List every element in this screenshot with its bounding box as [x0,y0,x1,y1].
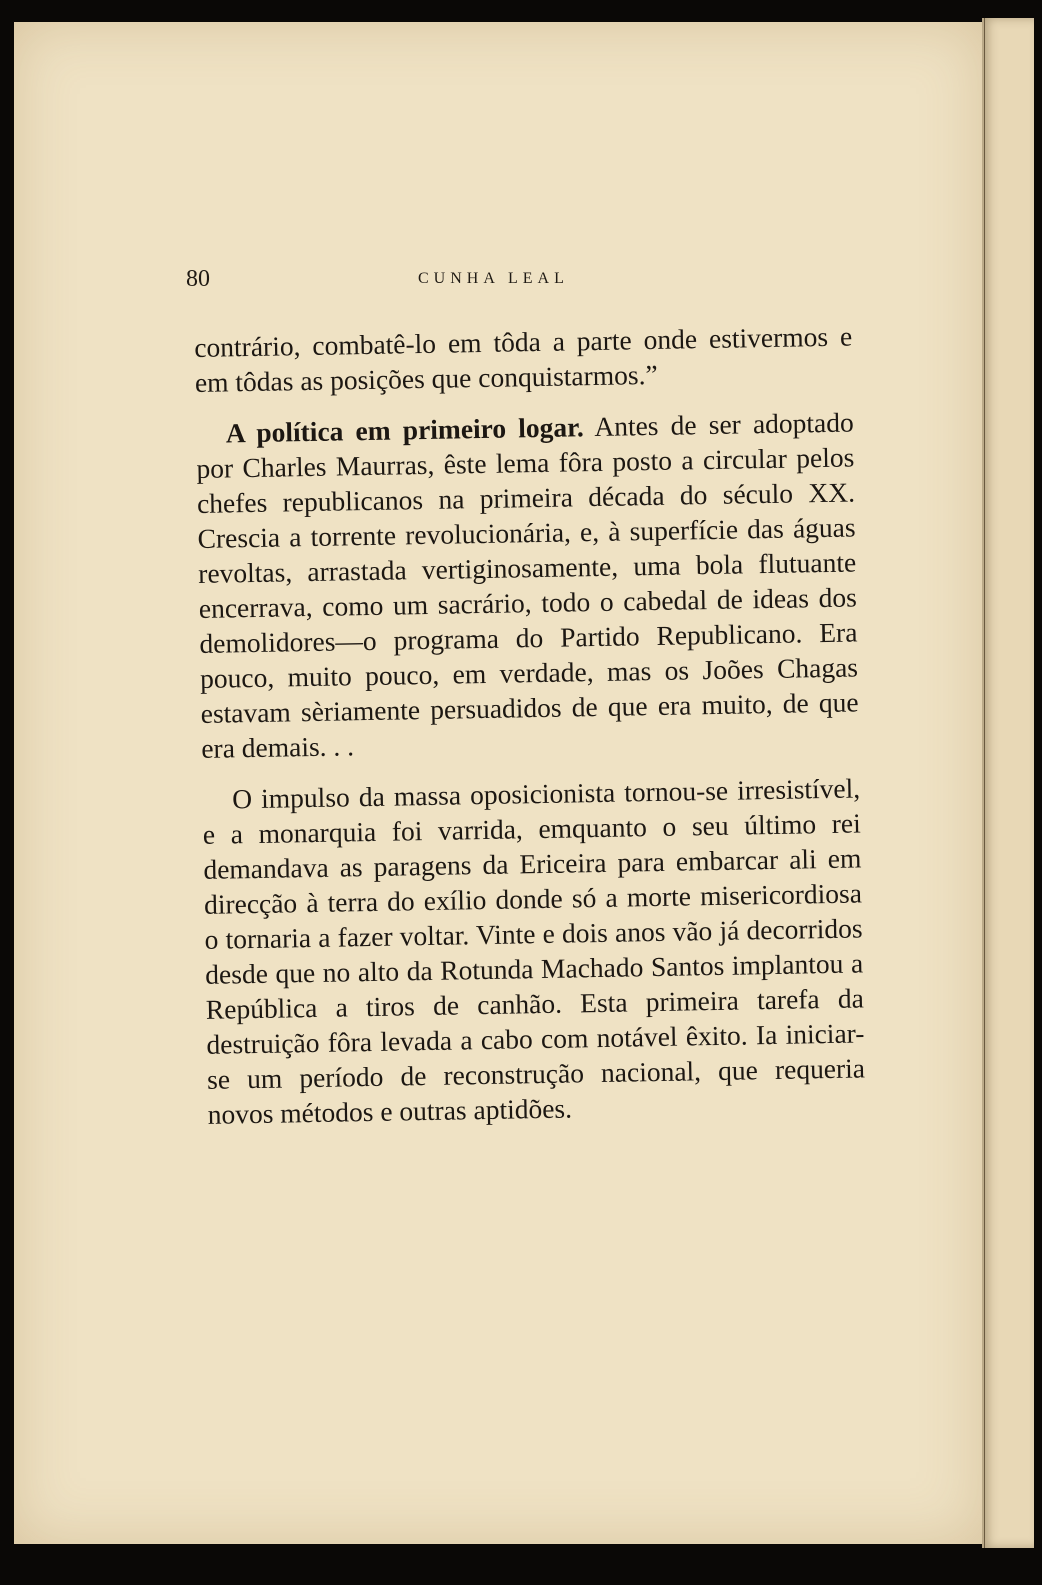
adjacent-page-edge [982,18,1034,1548]
paragraph: contrário, combatê-lo em tôda a parte onde estivermos e em tôdas as posições que conquistarmos.” [194,320,853,398]
paragraph-text: Antes de ser adoptado por Charles Maurras, êste lema fôra posto a circular pelos chefes republicanos na primeira década do século XX. Crescia a torrente revolucionária, e, à superfície das águas revoltas, arrastada vertiginosamente, uma bola flutuante encerrava, como um sacrário, todo o cabedal de ideas dos demolidores—o programa do Partido Republicano. Era pouco, muito pouco, em verdade, mas os Joões Chagas estavam sèriamente persuadidos de que era muito, de que era demais. . . [196,406,859,764]
paragraph: O impulso da massa oposicionista tornou-se irresistível, e a monarquia foi varrida, emquanto o seu último rei demandava as paragens da Ericeira para embarcar ali em direcção à terra do exílio donde só a morte misericordiosa o tornaria a fazer voltar. Vinte e dois anos vão já decorridos desde que no alto da Rotunda Machado Santos implantou a República a tiros de canhão. Esta primeira tarefa da destruição fôra levada a cabo com notável êxito. Ia iniciar-se um período de reconstrução nacional, que requeria novos métodos e outras aptidões. [202,772,866,1130]
page-number: 80 [186,266,210,292]
running-head: CUNHA LEAL [418,270,569,287]
page-edge-line [984,18,985,1548]
paragraph-lead-bold: A política em primeiro logar. [225,411,584,449]
page-header [14,266,982,296]
body-text [194,319,866,1132]
paragraph [196,405,860,766]
book-page [14,22,982,1544]
